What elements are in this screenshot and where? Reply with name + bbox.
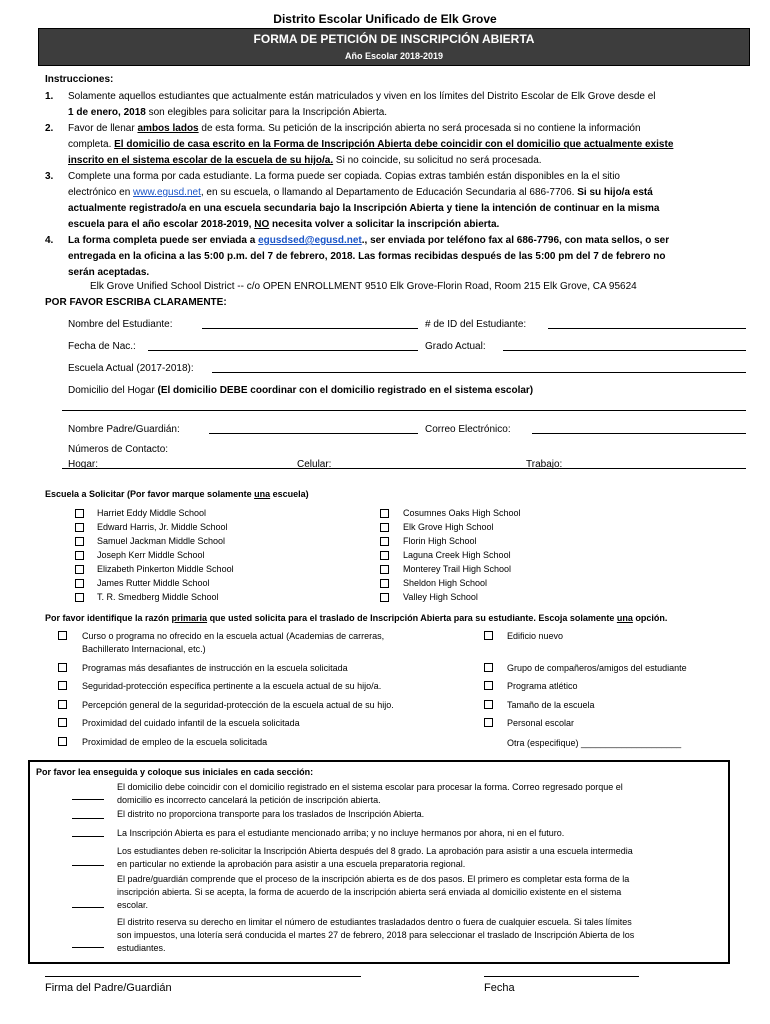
initials-statement: son impuestos, una lotería será conducida el martes 27 de febrero, 2018 para seleccionar el traslado de Inscripción Abierta de los [117, 930, 635, 940]
text-span: opción. [632, 613, 668, 623]
instruction-number: 2. [45, 123, 54, 134]
reason-checkbox[interactable] [484, 681, 493, 690]
school-option-label: Elizabeth Pinkerton Middle School [97, 564, 234, 574]
school-option-label: Valley High School [403, 592, 478, 602]
school-option-label: James Rutter Middle School [97, 578, 210, 588]
reason-checkbox[interactable] [58, 631, 67, 640]
initials-statement: domicilio es incorrecto cancelará la petición de inscripción abierta. [117, 795, 381, 805]
date-label: Fecha [484, 982, 515, 994]
instruction-number: 1. [45, 91, 54, 102]
instruction-2-line3 [68, 154, 542, 167]
text-span: Por favor identifique la razón [45, 613, 172, 623]
instruction-4-line3: serán aceptadas. [68, 267, 150, 278]
initials-statement: inscripción abierta. Si se acepta, la forma de acuerdo de la inscripción abierta será enviada al domicilio existente en el sistema [117, 887, 622, 897]
emphasis: una [254, 489, 271, 499]
school-option-label: Joseph Kerr Middle School [97, 550, 205, 560]
date-emphasis: 1 de enero, 2018 [68, 107, 146, 118]
district-title: Distrito Escolar Unificado de Elk Grove [273, 12, 497, 26]
initials-statement: El distrito no proporciona transporte para los traslados de Inscripción Abierta. [117, 809, 425, 819]
text-span: de esta forma. Su petición de la inscripción abierta no será procesada si no contiene la información [198, 123, 641, 134]
initials-field[interactable] [72, 865, 104, 866]
instructions-title: Instrucciones: [45, 74, 114, 85]
initials-statement: El distrito reserva su derecho en limitar el número de estudiantes trasladados dentro o fuera de cualquier escuela. Si tales límites [117, 917, 632, 927]
reason-label: Grupo de compañeros/amigos del estudiante [507, 663, 687, 673]
initials-field[interactable] [72, 818, 104, 819]
work-phone-label: Trabajo: [526, 459, 563, 470]
reason-label: Tamaño de la escuela [507, 700, 595, 710]
reason-label: Personal escolar [507, 718, 575, 728]
grade-label: Grado Actual: [425, 341, 486, 352]
initials-statement: El padre/guardián comprende que el proceso de la inscripción abierta es de dos pasos. El primero es completar esta forma de la [117, 874, 630, 884]
parent-name-label: Nombre Padre/Guardián: [68, 424, 180, 435]
school-option-label: Elk Grove High School [403, 522, 494, 532]
school-option-label: Monterey Trail High School [403, 564, 512, 574]
birth-date-label: Fecha de Nac.: [68, 341, 136, 352]
title-banner [38, 28, 750, 66]
school-option-label: Cosumnes Oaks High School [403, 508, 521, 518]
school-checkbox[interactable] [380, 509, 389, 518]
birth-date-field[interactable] [148, 350, 418, 351]
initials-statement: en particular no extiende la aprobación para asistir a una escuela preparatoria regional. [117, 859, 466, 869]
email-link[interactable]: egusdsed@egusd.net [258, 235, 362, 246]
initials-statement: escolar. [117, 900, 149, 910]
initials-heading: Por favor lea enseguida y coloque sus iniciales en cada sección: [36, 767, 314, 777]
reason-other[interactable]: Otra (especifique) ____________________ [507, 738, 682, 748]
reason-label: Curso o programa no ofrecido en la escuela actual (Academias de carreras, [82, 631, 385, 641]
emphasis: inscrito en el sistema escolar de la escuela de su hijo/a. [68, 155, 334, 166]
instruction-2-line2 [68, 138, 673, 151]
instruction-3-line2 [68, 186, 653, 199]
school-checkbox[interactable] [75, 579, 84, 588]
initials-statement: Los estudiantes deben re-solicitar la Inscripción Abierta después del 8 grado. La aprobación para asistir a una escuela intermedia [117, 846, 633, 856]
home-address-field[interactable] [62, 410, 746, 411]
emphasis: Si su hijo/a está [577, 187, 653, 198]
school-checkbox[interactable] [75, 537, 84, 546]
school-option-label: Sheldon High School [403, 578, 488, 588]
text-span: completa. [68, 139, 115, 150]
school-checkbox[interactable] [75, 565, 84, 574]
reason-checkbox[interactable] [484, 631, 493, 640]
school-checkbox[interactable] [380, 523, 389, 532]
text-span: , en su escuela, o llamando al Departamento de Educación Secundaria al 686-7706. [200, 187, 578, 198]
initials-statement: El domicilio debe coincidir con el domicilio registrado en el sistema escolar para procesar la forma. Correo regresado porque el [117, 782, 623, 792]
current-school-field[interactable] [212, 372, 746, 373]
reason-checkbox[interactable] [484, 663, 493, 672]
instruction-4-line1 [68, 234, 669, 247]
initials-field[interactable] [72, 947, 104, 948]
text-span: Domicilio del Hogar [68, 385, 155, 396]
emphasis: NO [254, 219, 270, 230]
school-option-label: Florin High School [403, 536, 477, 546]
reason-checkbox[interactable] [58, 700, 67, 709]
student-id-field[interactable] [548, 328, 746, 329]
text-span: Si no coincide, su solicitud no será procesada. [333, 155, 542, 166]
instruction-4-line2: entregada en la oficina a las 5:00 p.m. del 7 de febrero, 2018. Las formas recibidas después de las 5:00 pm del 7 de febrero no [68, 251, 666, 262]
school-checkbox[interactable] [75, 523, 84, 532]
text-span: La forma completa puede ser enviada a [68, 235, 259, 246]
instruction-number: 4. [45, 235, 54, 246]
initials-statement: La Inscripción Abierta es para el estudiante mencionado arriba; y no incluye hermanos por ahora, ni en el futuro. [117, 828, 565, 838]
text-span: electrónico en [68, 187, 134, 198]
parent-signature-field[interactable] [45, 976, 361, 977]
cell-phone-label: Celular: [297, 459, 332, 470]
parent-name-field[interactable] [209, 433, 418, 434]
student-name-field[interactable] [202, 328, 418, 329]
text-span: necesita volver a solicitar la inscripción abierta. [269, 219, 500, 230]
reason-checkbox[interactable] [58, 663, 67, 672]
reason-label: Programas más desafiantes de instrucción en la escuela solicitada [82, 663, 348, 673]
instruction-3-line1: Complete una forma por cada estudiante. La forma puede ser copiada. Copias extras también están disponibles en la el sitio [68, 171, 620, 182]
home-phone-label: Hogar: [68, 459, 99, 470]
reason-checkbox[interactable] [58, 681, 67, 690]
email-field[interactable] [532, 433, 746, 434]
school-checkbox[interactable] [75, 551, 84, 560]
school-year: Año Escolar 2018-2019 [344, 51, 444, 61]
reason-label: Proximidad del cuidado infantil de la escuela solicitada [82, 718, 300, 728]
text-span: escuela para el año escolar 2018-2019, [68, 219, 255, 230]
reason-label: Proximidad de empleo de la escuela solicitada [82, 737, 268, 747]
text-span: son elegibles para solicitar para la Inscripción Abierta. [145, 107, 388, 118]
reason-label: Programa atlético [507, 681, 578, 691]
text-span: ., ser enviada por teléfono fax al 686-7796, con mata sellos, o ser [361, 235, 670, 246]
school-option-label: Samuel Jackman Middle School [97, 536, 226, 546]
school-checkbox[interactable] [380, 551, 389, 560]
school-checkbox[interactable] [75, 593, 84, 602]
home-address-note: (El domicilio DEBE coordinar con el domicilio registrado en el sistema escolar) [157, 385, 534, 396]
student-name-label: Nombre del Estudiante: [68, 319, 173, 330]
reason-checkbox[interactable] [484, 700, 493, 709]
date-field[interactable] [484, 976, 639, 977]
website-link[interactable]: www.egusd.net [133, 187, 201, 198]
emphasis: primaria [171, 613, 208, 623]
school-checkbox[interactable] [380, 579, 389, 588]
instruction-3-line4 [68, 218, 499, 231]
contact-numbers-label: Números de Contacto: [68, 444, 169, 455]
school-checkbox[interactable] [380, 537, 389, 546]
school-checkbox[interactable] [75, 509, 84, 518]
emphasis: una [616, 613, 633, 623]
reason-label: Seguridad-protección específica pertinente a la escuela actual de su hijo/a. [82, 681, 382, 691]
current-school-label: Escuela Actual (2017-2018): [68, 363, 194, 374]
emphasis: El domicilio de casa escrito en la Forma de Inscripción Abierta debe coincidir con el domicilio que actualmente existe [114, 139, 674, 150]
instruction-1-line2 [68, 106, 387, 119]
schools-heading [45, 488, 309, 501]
grade-field[interactable] [503, 350, 746, 351]
initials-field[interactable] [72, 836, 104, 837]
reason-checkbox[interactable] [58, 737, 67, 746]
instruction-number: 3. [45, 171, 54, 182]
school-option-label: Harriet Eddy Middle School [97, 508, 207, 518]
mailing-address: Elk Grove Unified School District -- c/o OPEN ENROLLMENT 9510 Elk Grove-Florin Road, Room 215 Elk Grove, CA 95624 [90, 281, 637, 292]
phone-numbers-field[interactable] [62, 468, 746, 469]
school-option-label: Laguna Creek High School [403, 550, 511, 560]
print-clearly-heading: POR FAVOR ESCRIBA CLARAMENTE: [45, 297, 227, 308]
reason-label: Percepción general de la seguridad-protección de la escuela actual de su hijo. [82, 700, 394, 710]
instruction-1-line1: Solamente aquellos estudiantes que actualmente están matriculados y viven en los límites del Distrito Escolar de Elk Grove desde el [68, 91, 656, 102]
reason-checkbox[interactable] [484, 718, 493, 727]
text-span: que usted solicita para el traslado de Inscripción Abierta para su estudiante. Escoja solamente [207, 613, 617, 623]
form-title: FORMA DE PETICIÓN DE INSCRIPCIÓN ABIERTA [253, 32, 535, 46]
initials-statement: estudiantes. [117, 943, 166, 953]
school-checkbox[interactable] [380, 593, 389, 602]
emphasis: ambos lados [137, 123, 199, 134]
home-address-label [68, 384, 533, 397]
reason-label-cont: Bachillerato Internacional, etc.) [82, 644, 206, 654]
initials-field[interactable] [72, 907, 104, 908]
reason-label: Edificio nuevo [507, 631, 564, 641]
text-span: escuela) [270, 489, 309, 499]
instruction-2-line1 [68, 122, 641, 135]
student-id-label: # de ID del Estudiante: [425, 319, 527, 330]
school-checkbox[interactable] [380, 565, 389, 574]
email-label: Correo Electrónico: [425, 424, 511, 435]
text-span: Favor de llenar [68, 123, 138, 134]
parent-signature-label: Firma del Padre/Guardián [45, 982, 172, 994]
instruction-3-line3: actualmente registrado/a en una escuela secundaria bajo la Inscripción Abierta y tiene la intención de continuar en la misma [68, 203, 660, 214]
text-span: Escuela a Solicitar (Por favor marque solamente [45, 489, 255, 499]
school-option-label: T. R. Smedberg Middle School [97, 592, 219, 602]
reason-checkbox[interactable] [58, 718, 67, 727]
initials-field[interactable] [72, 799, 104, 800]
school-option-label: Edward Harris, Jr. Middle School [97, 522, 228, 532]
reasons-heading [45, 612, 667, 625]
